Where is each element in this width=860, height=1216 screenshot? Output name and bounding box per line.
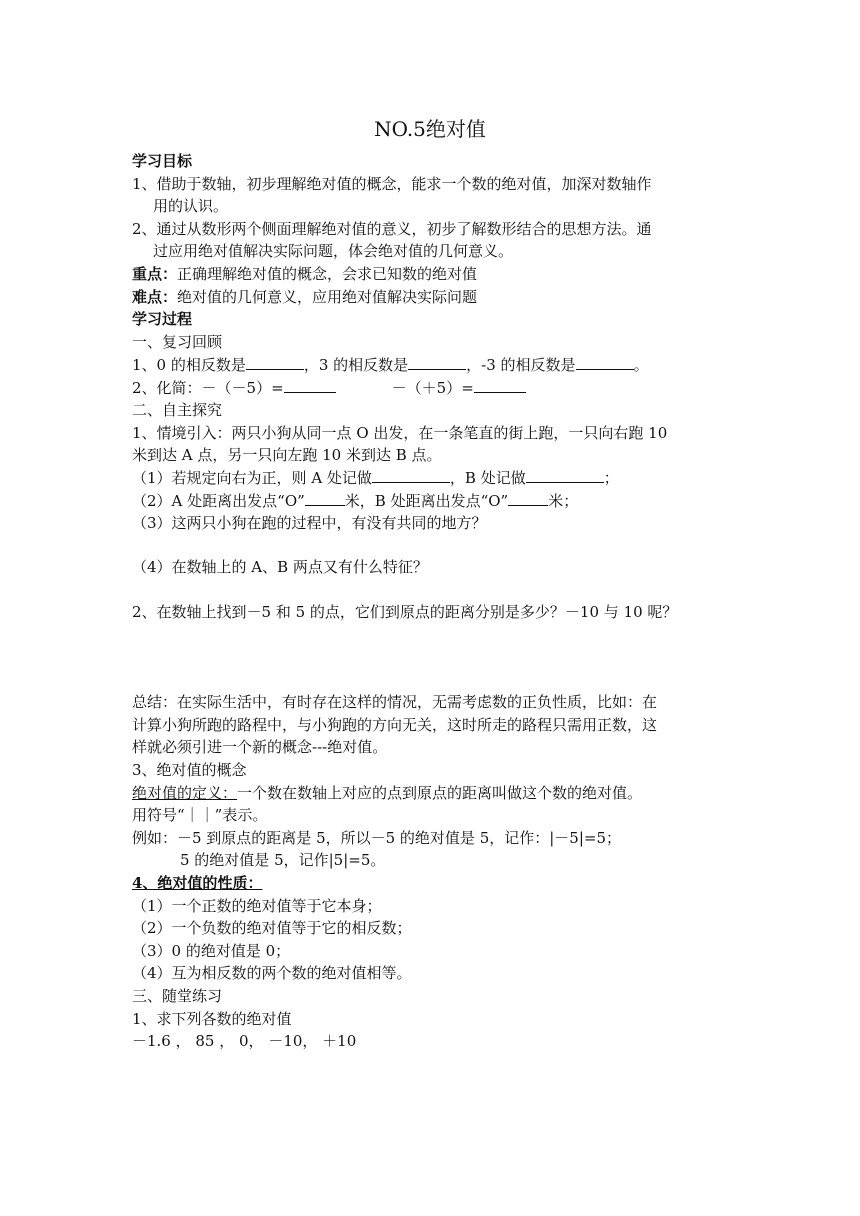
scenario-part-4: （4）在数轴上的 A、B 两点又有什么特征？ (132, 558, 428, 576)
answer-blank[interactable] (508, 491, 548, 506)
property-2: （2）一个负数的绝对值等于它的相反数； (132, 919, 412, 937)
answer-blank[interactable] (526, 468, 604, 483)
explore-question-2: 2、在数轴上找到－5 和 5 的点，它们到原点的距离分别是多少？－10 与 10 呢？ (132, 603, 678, 621)
summary-line-3: 样就必须引进一个新的概念---绝对值。 (132, 738, 388, 756)
answer-blank[interactable] (576, 355, 634, 370)
property-3: （3）0 的绝对值是 0； (132, 942, 291, 960)
p1-text-c: ； (603, 469, 619, 487)
key-point-label: 重点： (132, 265, 178, 283)
difficult-point (132, 286, 477, 308)
properties-heading: 4、绝对值的性质： (132, 874, 263, 892)
property-1: （1）一个正数的绝对值等于它本身； (132, 897, 382, 915)
practice-question-1: 1、求下列各数的绝对值 (132, 1010, 292, 1028)
q1-text-d: 。 (633, 356, 649, 374)
scenario-line-1: 1、情境引入：两只小狗从同一点 O 出发，在一条笔直的街上跑，一只向右跑 10 (132, 424, 668, 442)
definition-text: 一个数在数轴上对应的点到原点的距离叫做这个数的绝对值。 (237, 784, 643, 802)
explore-heading: 二、自主探究 (132, 401, 223, 419)
difficult-point-label: 难点： (132, 288, 178, 306)
p2-text-c: 米； (548, 492, 579, 510)
scenario-part-2 (132, 490, 578, 512)
answer-blank[interactable] (408, 355, 466, 370)
review-question-1 (132, 354, 649, 376)
summary-line-1: 总结：在实际生活中，有时存在这样的情况，无需考虑数的正负性质，比如：在 (132, 693, 658, 711)
p2-text-a: （2）A 处距离出发点“O” (132, 492, 305, 510)
p1-text-a: （1）若规定向右为正，则 A 处记做 (132, 469, 372, 487)
difficult-point-text: 绝对值的几何意义，应用绝对值解决实际问题 (177, 288, 478, 306)
answer-blank[interactable] (246, 355, 304, 370)
review-heading: 一、复习回顾 (132, 333, 223, 351)
key-point (132, 263, 477, 285)
goal-1-line-2: 用的认识。 (153, 197, 229, 215)
q1-text-b: ，3 的相反数是 (303, 356, 409, 374)
answer-blank[interactable] (284, 378, 336, 393)
summary-line-2: 计算小狗所跑的路程中，与小狗跑的方向无关，这时所走的路程只需用正数，这 (132, 716, 658, 734)
example-line-1: 例如：－5 到原点的距离是 5，所以－5 的绝对值是 5，记作：|－5|=5； (132, 829, 622, 847)
process-heading: 学习过程 (132, 310, 193, 328)
scenario-part-1 (132, 467, 619, 489)
q2-text-a: 2、化简：－（－5）= (132, 379, 284, 397)
concept-heading: 3、绝对值的概念 (132, 761, 247, 779)
q1-text-c: ，-3 的相反数是 (466, 356, 576, 374)
example-line-2: 5 的绝对值是 5，记作|5|=5。 (180, 851, 386, 869)
practice-numbers: －1.6 ， 85 ， 0， －10， ＋10 (132, 1032, 357, 1050)
scenario-part-3: （3）这两只小狗在跑的过程中，有没有共同的地方？ (132, 514, 487, 532)
answer-blank[interactable] (305, 491, 345, 506)
symbol-note: 用符号“｜｜”表示。 (132, 806, 268, 824)
p2-text-b: 米，B 处距离出发点“O” (344, 492, 509, 510)
definition-label: 绝对值的定义： (132, 784, 238, 802)
goal-2-line-2: 过应用绝对值解决实际问题，体会绝对值的几何意义。 (153, 242, 514, 260)
definition (132, 782, 642, 804)
q2-text-b: －（＋5）= (391, 379, 474, 397)
property-4: （4）互为相反数的两个数的绝对值相等。 (132, 964, 412, 982)
scenario-line-2: 米到达 A 点，另一只向左跑 10 米到达 B 点。 (132, 446, 442, 464)
practice-heading: 三、随堂练习 (132, 987, 223, 1005)
q1-text-a: 1、0 的相反数是 (132, 356, 246, 374)
goal-1-line-1: 1、借助于数轴，初步理解绝对值的概念，能求一个数的绝对值，加深对数轴作 (132, 175, 652, 193)
answer-blank[interactable] (372, 468, 450, 483)
key-point-text: 正确理解绝对值的概念，会求已知数的绝对值 (177, 265, 478, 283)
answer-blank[interactable] (474, 378, 526, 393)
page-title: NO.5绝对值 (374, 117, 486, 141)
goal-2-line-1: 2、通过从数形两个侧面理解绝对值的意义，初步了解数形结合的思想方法。通 (132, 220, 652, 238)
goals-heading: 学习目标 (132, 152, 193, 170)
p1-text-b: ，B 处记做 (449, 469, 526, 487)
review-question-2 (132, 377, 526, 399)
